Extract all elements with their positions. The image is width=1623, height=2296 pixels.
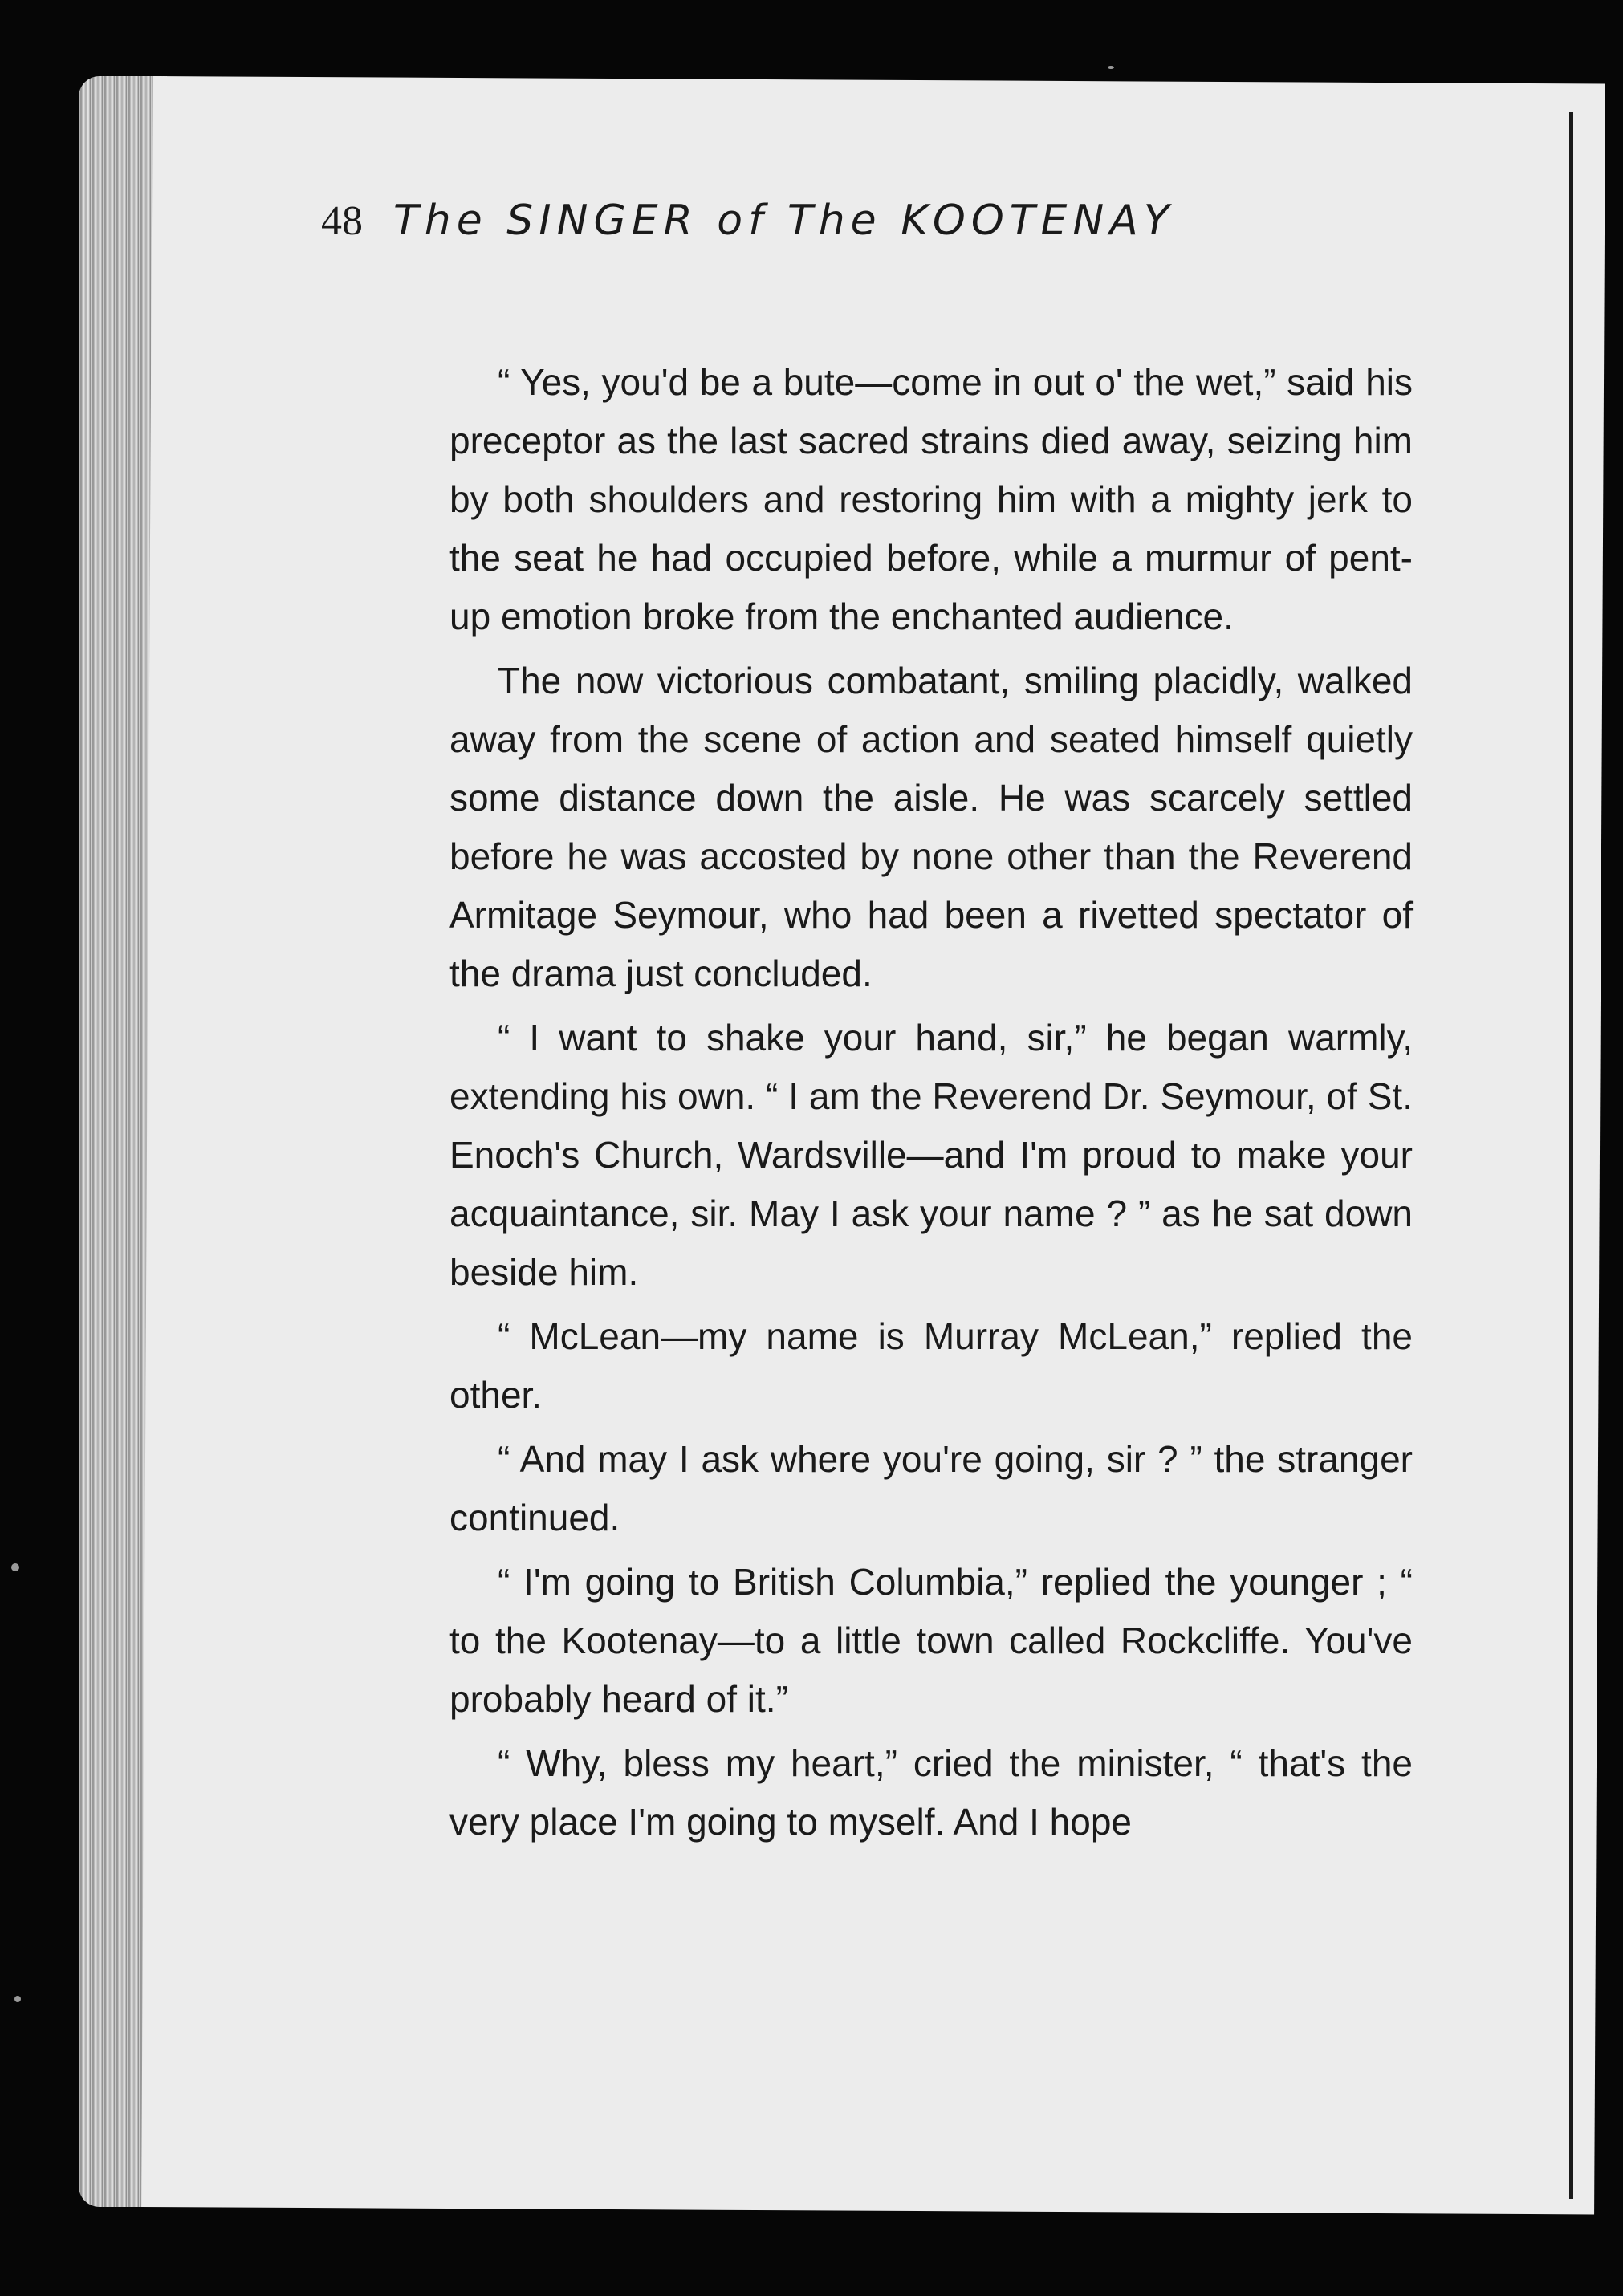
page-header	[321, 197, 1397, 245]
paragraph: The now victorious combatant, smiling placidly, walked away from the scene of action and seated himself quietly some distance down the aisle. He was scarcely settled before he was accosted by none other than the Reverend Armitage Seymour, who had been a rivetted spectator of the drama just concluded.	[449, 660, 1413, 994]
paragraph: “ McLean—my name is Murray McLean,” replied the other.	[449, 1315, 1413, 1416]
paragraph: “ I'm going to British Columbia,” replied the younger ; “ to the Kootenay—to a little town called Rockcliffe. You've probably heard of it.”	[449, 1561, 1413, 1720]
scan-speck	[1108, 66, 1114, 69]
page-gutter-line	[1569, 112, 1573, 2199]
running-title: The SINGER of The KOOTENAY	[393, 197, 1175, 245]
paragraph: “ Yes, you'd be a bute—come in out o' the wet,” said his preceptor as the last sacred strains died away, seizing him by both shoulders and restoring him with a mighty jerk to the seat he had occupied before, while a murmur of pent-up emotion broke from the enchanted audience.	[449, 361, 1413, 637]
paragraph: “ Why, bless my heart,” cried the minister, “ that's the very place I'm going to myself. And I hope	[449, 1742, 1413, 1843]
page-number: 48	[321, 198, 363, 244]
scan-speck	[14, 1996, 21, 2002]
body-text	[449, 353, 1413, 1857]
paragraph: “ I want to shake your hand, sir,” he began warmly, extending his own. “ I am the Reverend Dr. Seymour, of St. Enoch's Church, Wardsville—and I'm proud to make your acquaintance, sir. May I ask your name ? ” as he sat down beside him.	[449, 1017, 1413, 1293]
scan-speck	[11, 1563, 19, 1571]
paragraph: “ And may I ask where you're going, sir ? ” the stranger continued.	[449, 1438, 1413, 1538]
